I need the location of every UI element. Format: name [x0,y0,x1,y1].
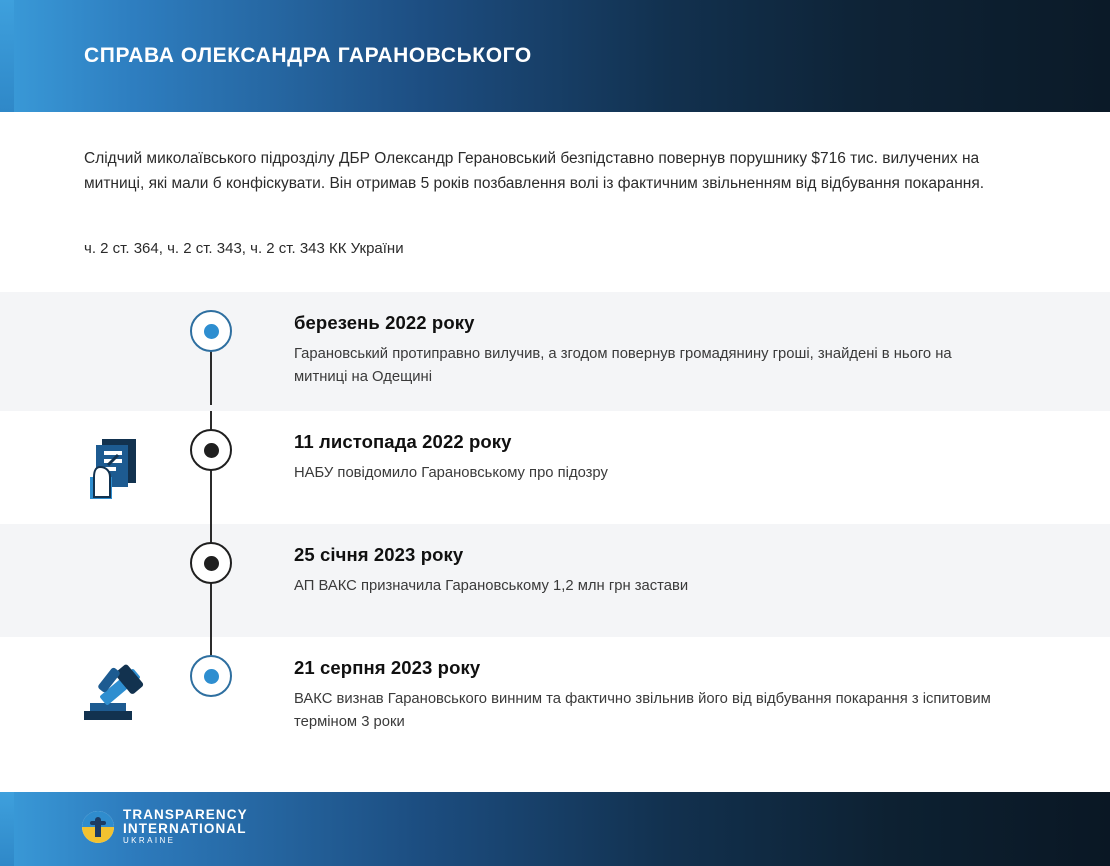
timeline-event-body [222,411,1110,507]
timeline-event-description: АП ВАКС призначила Гарановському 1,2 млн грн застави [294,578,689,594]
timeline-event-description: ВАКС визнав Гарановського винним та фактично звільнив його від відбування покарання з іспитовим терміном 3 роки [294,691,991,730]
logo-line-1: TRANSPARENCY [123,807,248,822]
footer-accent-bar [0,792,14,866]
timeline-event [0,524,1110,637]
intro-paragraph: Слідчий миколаївського підрозділу ДБР Олександр Герановський безпідставно повернув порушнику $716 тис. вилучених на митниці, які мали б конфіскувати. Він отримав 5 років позбавлення волі із фактичним звільненням від відбування покарання. [84,150,985,192]
ti-ukraine-logo-icon [82,811,114,843]
timeline-marker-column [200,637,222,750]
timeline-event-description: НАБУ повідомило Гарановському про підозру [294,465,608,481]
timeline-icon-slot [0,411,200,524]
timeline [0,292,1110,759]
timeline-icon-slot [0,524,200,637]
intro-law-reference: ч. 2 ст. 364, ч. 2 ст. 343, ч. 2 ст. 343 КК України [84,240,404,257]
page-footer [0,792,1110,866]
timeline-event [0,411,1110,524]
document-hand-icon [82,437,152,501]
page-header [0,0,1110,112]
logo-line-3: UKRAINE [123,836,176,846]
timeline-dot-icon [190,655,232,697]
timeline-dot-icon [190,542,232,584]
organization-logo [82,808,248,846]
timeline-event-date: 25 січня 2023 року [294,544,464,565]
header-accent-bar [0,0,14,112]
timeline-event [0,292,1110,411]
timeline-icon-slot [0,292,200,405]
timeline-event-date: березень 2022 року [294,312,475,333]
timeline-event-body [222,292,1110,411]
timeline-event-date: 21 серпня 2023 року [294,657,481,678]
timeline-event-date: 11 листопада 2022 року [294,431,512,452]
page-title: СПРАВА ОЛЕКСАНДРА ГАРАНОВСЬКОГО [84,44,532,67]
timeline-marker-column [200,292,222,405]
gavel-icon [80,661,158,723]
timeline-marker-column [200,411,222,524]
timeline-marker-column [200,524,222,637]
intro-section [0,112,1110,292]
logo-line-2: INTERNATIONAL [123,821,247,837]
timeline-icon-slot [0,637,200,750]
logo-text [123,808,248,846]
timeline-event-body [222,637,1110,756]
timeline-dot-icon [190,429,232,471]
timeline-event [0,637,1110,759]
timeline-event-body [222,524,1110,620]
timeline-dot-icon [190,310,232,352]
timeline-event-description: Гарановський протиправно вилучив, а згодом повернув громадянину гроші, знайдені в нього на митниці на Одещині [294,346,952,385]
